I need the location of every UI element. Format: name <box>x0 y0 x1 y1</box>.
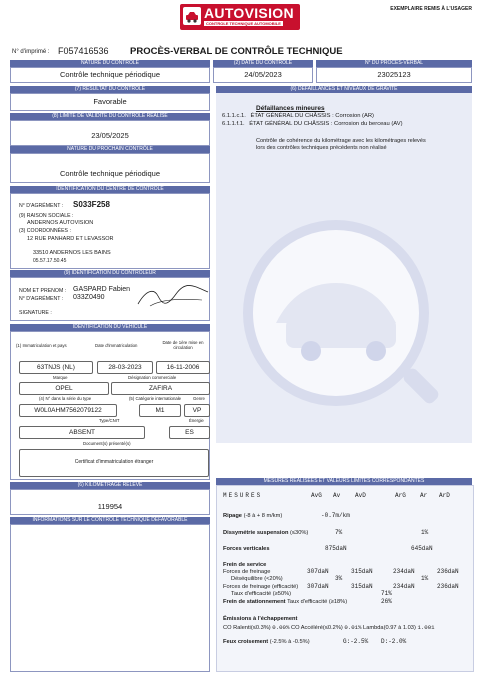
fpe-ard: 236daN <box>437 583 459 590</box>
categorie-value: M1 <box>139 404 181 417</box>
km-coherence-note: Contrôle de cohérence du kilométrage avec les kilométrages relevés lors des contrôles techniques précédents non réalisé <box>256 138 426 151</box>
centre-agrement: S033F258 <box>73 200 110 209</box>
co-ralenti-label: CO Ralenti(≤0.3%) <box>223 625 271 631</box>
genre-value: VP <box>184 404 210 417</box>
designation-label: Désignation commerciale <box>128 375 177 380</box>
col-av: Av <box>333 492 341 499</box>
ripage-value: -0.7m/km <box>321 512 350 519</box>
dissym-ar: 1% <box>421 529 429 536</box>
measures-header: MESURES RÉALISÉES ET VALEURS LIMITES CORRESPONDANTES <box>216 478 472 485</box>
result-value: Favorable <box>10 93 210 111</box>
next-control-header: NATURE DU PROCHAIN CONTRÔLE <box>10 146 210 153</box>
designation-value: ZAFIRA <box>111 382 210 395</box>
validity-value: 23/05/2025 <box>10 120 210 146</box>
next-control-value: Contrôle technique périodique <box>10 153 210 183</box>
controleur-name-label: NOM ET PRENOM : <box>19 288 67 294</box>
copy-label: EXEMPLAIRE REMIS À L'USAGER <box>390 6 472 12</box>
feux-d: D:-2.0% <box>381 638 407 645</box>
vehicle-box <box>10 331 210 480</box>
docs-value: Certificat d'immatriculation étranger <box>74 459 154 465</box>
brand-name: AUTOVISION <box>204 5 294 21</box>
stationnement-value: 26% <box>381 598 392 605</box>
defect-item <box>222 121 403 127</box>
defect-code: 6.1.1.f.1. <box>222 121 245 127</box>
marque-label: Marque <box>53 375 68 380</box>
ripage-label: Ripage <box>223 513 242 519</box>
controleur-agrement-label: N° D'AGRÉMENT : <box>19 296 64 302</box>
controleur-name: GASPARD Fabien <box>73 286 131 293</box>
vehicle-header: IDENTIFICATION DU VÉHICULE <box>10 324 210 331</box>
feux-g: G:-2.5% <box>343 638 369 645</box>
date-controle-header: (2) DATE DU CONTRÔLE <box>213 60 313 67</box>
serie-value: W0L0AHM7562079122 <box>19 404 117 417</box>
km-value: 119954 <box>10 489 210 515</box>
validity-header: (8) LIMITE DE VALIDITÉ DU CONTRÔLE RÉALISÉ <box>10 113 210 120</box>
centre-box <box>10 193 210 269</box>
defavorable-info-box <box>10 524 210 672</box>
dissym-limit: (≤30%) <box>290 530 309 536</box>
nature-controle-header: NATURE DU CONTRÔLE <box>10 60 210 67</box>
feux-label: Feux croisement <box>223 639 269 645</box>
docs-box <box>19 449 209 477</box>
defect-code: 6.1.1.c.1. <box>222 113 246 119</box>
centre-coord-label: (3) COORDONNÉES : <box>19 228 71 234</box>
date-immat-label: Date d'immatriculation <box>95 343 138 348</box>
feux-row <box>223 639 310 645</box>
first-circ-label: Date de 1ère mise en circulation <box>162 340 204 350</box>
deseq-ar: 1% <box>421 575 429 582</box>
lambda-value: 1.001 <box>417 624 435 631</box>
docs-label: Document(s) présenté(s) <box>83 441 131 446</box>
brand-subtitle: CONTROLE TECHNIQUE AUTOMOBILE <box>206 21 281 26</box>
centre-agrement-label: N° D'AGRÉMENT : <box>19 203 64 209</box>
ff-ard: 236daN <box>437 568 459 575</box>
categorie-label: (5) Catégorie internationale <box>129 396 182 401</box>
km-header: (6) KILOMÉTRAGE RELEVÉ <box>10 482 210 489</box>
print-number: F057416536 <box>58 46 109 56</box>
col-ar: Ar <box>420 492 428 499</box>
ff-avd: 315daN <box>351 568 373 575</box>
forces-freinage-label: Forces de freinage <box>223 569 271 575</box>
stationnement-row <box>223 599 347 605</box>
forces-vert-label: Forces verticales <box>223 546 270 552</box>
result-header: (7) RÉSULTAT DU CONTRÔLE <box>10 86 210 93</box>
defects-header: (6) DÉFAILLANCES ET NIVEAUX DE GRAVITÉ <box>216 86 472 93</box>
dissym-row <box>223 530 308 536</box>
serie-label: (4) N° dans la série du type <box>39 396 92 401</box>
energie-value: ES <box>169 426 210 439</box>
centre-header: IDENTIFICATION DU CENTRE DE CONTRÔLE <box>10 186 210 193</box>
measures-panel <box>216 485 474 672</box>
signature-image <box>136 282 211 312</box>
pv-number-value: 23025123 <box>316 67 472 83</box>
defect-text: ÉTAT GÉNÉRAL DU CHÂSSIS : Corrosion (AR) <box>250 113 374 119</box>
centre-phone: 05.57.17.50.45 <box>33 258 67 264</box>
ff-avg: 307daN <box>307 568 329 575</box>
ripage-row <box>223 513 282 519</box>
forces-vert-ar: 645daN <box>411 545 433 552</box>
nature-controle-value: Contrôle technique périodique <box>10 67 210 83</box>
fpe-label: Forces de freinage (efficacité) <box>223 584 299 590</box>
dissym-label: Dissymétrie suspension <box>223 530 289 536</box>
centre-address: 12 RUE PANHARD ET LEVASSOR <box>27 236 114 242</box>
ripage-limit: (-8 à + 8 m/km) <box>243 513 283 519</box>
stationnement-taux-label: Taux d'efficacité (≥18%) <box>287 599 348 605</box>
col-arg: ArG <box>395 492 406 499</box>
col-avg: AvG <box>311 492 322 499</box>
genre-label: Genre <box>193 396 205 401</box>
pv-number-header: N° DU PROCÈS-VERBAL <box>316 60 472 67</box>
defects-panel <box>216 93 472 443</box>
logo-emblem-icon <box>183 7 201 25</box>
centre-raison-label: (9) RAISON SOCIALE : <box>19 213 74 219</box>
defect-item <box>222 113 374 119</box>
co-accel-label: CO Accéléré(≤0.2%) <box>290 625 343 631</box>
co-ralenti-value: 0.00% <box>272 624 290 631</box>
immat-value: 63TNJS (NL) <box>19 361 93 374</box>
lambda-label: Lambda(0.97 à 1.03) <box>363 625 416 631</box>
type-label: Type/CNIT <box>99 418 120 423</box>
document-title: PROCÈS-VERBAL DE CONTRÔLE TECHNIQUE <box>130 46 343 57</box>
centre-raison: ANDERNOS AUTOVISION <box>27 220 94 226</box>
col-ard: ArD <box>439 492 450 499</box>
fpe-avg: 307daN <box>307 583 329 590</box>
feux-limit: (-2.5% à -0.5%) <box>269 639 310 645</box>
defects-title: Défaillances mineures <box>256 105 325 112</box>
col-avd: AvD <box>355 492 366 499</box>
type-value: ABSENT <box>19 426 145 439</box>
emissions-row <box>223 624 435 631</box>
taux-value: 71% <box>381 590 392 597</box>
measures-title: MESURES <box>223 492 263 499</box>
stationnement-label: Frein de stationnement <box>223 599 286 605</box>
controleur-header: (9) IDENTIFICATION DU CONTRÔLEUR <box>10 270 210 277</box>
autovision-logo <box>180 4 300 30</box>
immat-label: (1) Immatriculation et pays <box>16 343 67 348</box>
forces-vert-av: 875daN <box>325 545 347 552</box>
taux-label: Taux d'efficacité (≥50%) <box>231 591 292 597</box>
defavorable-info-header: INFORMATIONS SUR LE CONTRÔLE TECHNIQUE DÉFAVORABLE <box>10 517 210 524</box>
centre-city: 33510 ANDERNOS LES BAINS <box>33 250 111 256</box>
first-circ-value: 16-11-2006 <box>156 361 210 374</box>
frein-service-label: Frein de service <box>223 562 267 568</box>
fpe-arg: 234daN <box>393 583 415 590</box>
co-accel-value: 0.01% <box>344 624 362 631</box>
print-number-label: N° d'imprimé : <box>12 49 50 55</box>
deseq-av: 3% <box>335 575 343 582</box>
controleur-box <box>10 277 210 321</box>
emissions-label: Émissions à l'échappement <box>223 616 298 622</box>
marque-value: OPEL <box>19 382 109 395</box>
fpe-avd: 315daN <box>351 583 373 590</box>
dissym-av: 7% <box>335 529 343 536</box>
defect-text: ÉTAT GÉNÉRAL DU CHÂSSIS : Corrosion du berceau (AV) <box>249 121 403 127</box>
date-controle-value: 24/05/2023 <box>213 67 313 83</box>
controleur-agrement: 033Z0490 <box>73 294 105 301</box>
watermark-magnifier-icon <box>236 213 456 433</box>
energie-label: Énergie <box>189 418 204 423</box>
signature-label: SIGNATURE : <box>19 310 52 316</box>
deseq-label: Déséquilibre (<20%) <box>231 576 283 582</box>
ff-arg: 234daN <box>393 568 415 575</box>
date-immat-value: 28-03-2023 <box>97 361 153 374</box>
